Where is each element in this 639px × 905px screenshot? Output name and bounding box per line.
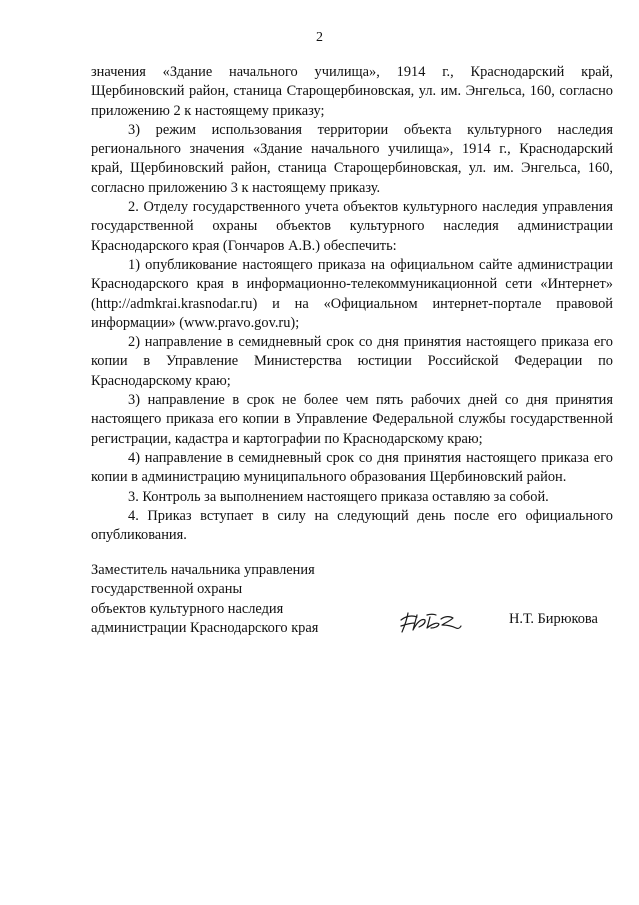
paragraph-subitem-1: 1) опубликование настоящего приказа на официальном сайте администрации Краснодарского края в информационно-телекоммуникационной сети «Интернет» (http://admkrai.krasnodar.ru) и на «Официальном интернет-портале правовой информации» (www.pravo.gov.ru); [91, 256, 613, 331]
page-number: 2 [316, 30, 323, 45]
paragraph-clause-2: 2. Отделу государственного учета объектов культурного наследия управления государственной охраны объектов культурного наследия администрации Краснодарского края (Гончаров А.В.) обеспечить: [91, 199, 613, 254]
signatory-title-line: государственной охраны [91, 581, 243, 598]
paragraph-item-3-regime: 3) режим использования территории объекта культурного наследия регионального значения «Здание начального училища», 1914 г., Краснодарский край, Щербиновский район, станица Старощербиновская, ул. им. Энгельса, 160, согласно приложению 3 к настоящему приказу. [91, 121, 613, 196]
signatory-name: Н.Т. Бирюкова [509, 611, 598, 627]
paragraph-subitem-3: 3) направление в срок не более чем пять рабочих дней со дня принятия настоящего приказа его копии в Управление Федеральной службы государственной регистрации, кадастра и картографии по Краснодарскому краю; [91, 392, 613, 447]
document-body [91, 63, 613, 545]
handwritten-signature [397, 606, 463, 636]
paragraph-continuation: значения «Здание начального училища», 1914 г., Краснодарский край, Щербиновский район, станица Старощербиновская, ул. им. Энгельса, 160, согласно приложению 2 к настоящему приказу; [91, 64, 613, 119]
paragraph-clause-3: 3. Контроль за выполнением настоящего приказа оставляю за собой. [128, 488, 549, 505]
signatory-title-line: администрации Краснодарского края [91, 619, 319, 636]
paragraph-clause-4: 4. Приказ вступает в силу на следующий день после его официального опубликования. [91, 507, 613, 544]
paragraph-subitem-4: 4) направление в семидневный срок со дня принятия настоящего приказа его копии в администрацию муниципального образования Щербиновский район. [91, 449, 613, 486]
signatory-title [91, 561, 331, 638]
paragraph-subitem-2: 2) направление в семидневный срок со дня принятия настоящего приказа его копии в Управление Министерства юстиции Российской Федерации по Краснодарскому краю; [91, 334, 613, 389]
signatory-title-line: Заместитель начальника управления [91, 562, 315, 578]
signatory-title-line: объектов культурного наследия [91, 600, 284, 617]
